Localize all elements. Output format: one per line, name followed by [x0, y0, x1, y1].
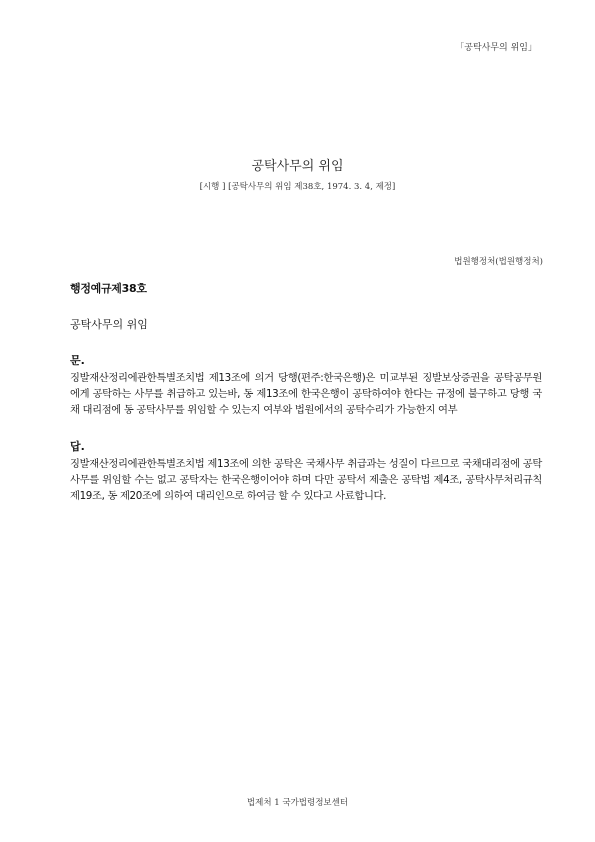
- enactment-info: [시행 ] [공탁사무의 위임 제38호, 1974. 3. 4, 제정]: [199, 182, 396, 192]
- subject-heading: 공탁사무의 위임: [70, 318, 148, 331]
- document-body: [70, 280, 542, 504]
- answer-text: 징발재산정리에관한특별조치법 제13조에 의한 공탁은 국채사무 취급과는 성질이 다르므로 국채대리점에 공탁사무를 위임할 수는 없고 공탁자는 한국은행이어야 하며 다만 공탁서 제출은 공탁법 제4조, 공탁사무처리규칙 제19조, 동 제20조에 의하여 대리인으로 하여금 할 수 있다고 사료합니다.: [70, 458, 542, 502]
- answer-label: 답.: [70, 440, 85, 453]
- question-section: [70, 352, 542, 418]
- document-title: 공탁사무의 위임: [251, 159, 344, 174]
- question-label: 문.: [70, 354, 85, 367]
- running-header: 「공탁사무의 위임」: [455, 43, 537, 53]
- page-footer: 법제처 1 국가법령정보센터: [246, 798, 349, 808]
- rule-number: 행정예규제38호: [70, 282, 147, 295]
- question-text: 징발재산정리에관한특별조치법 제13조에 의거 당행(편주:한국은행)은 미교부된 징발보상증권을 공탁공무원에게 공탁하는 사무를 취급하고 있는바, 동 제13조에 한국은행이 공탁하여야 한다는 규정에 불구하고 당행 국채 대리점에 동 공탁사무를 위임할 수 있는지 여부와 법원에서의 공탁수리가 가능한지 여부: [70, 372, 542, 416]
- ministry-label: 법원행정처(법원행정처): [454, 257, 543, 267]
- answer-section: [70, 438, 542, 504]
